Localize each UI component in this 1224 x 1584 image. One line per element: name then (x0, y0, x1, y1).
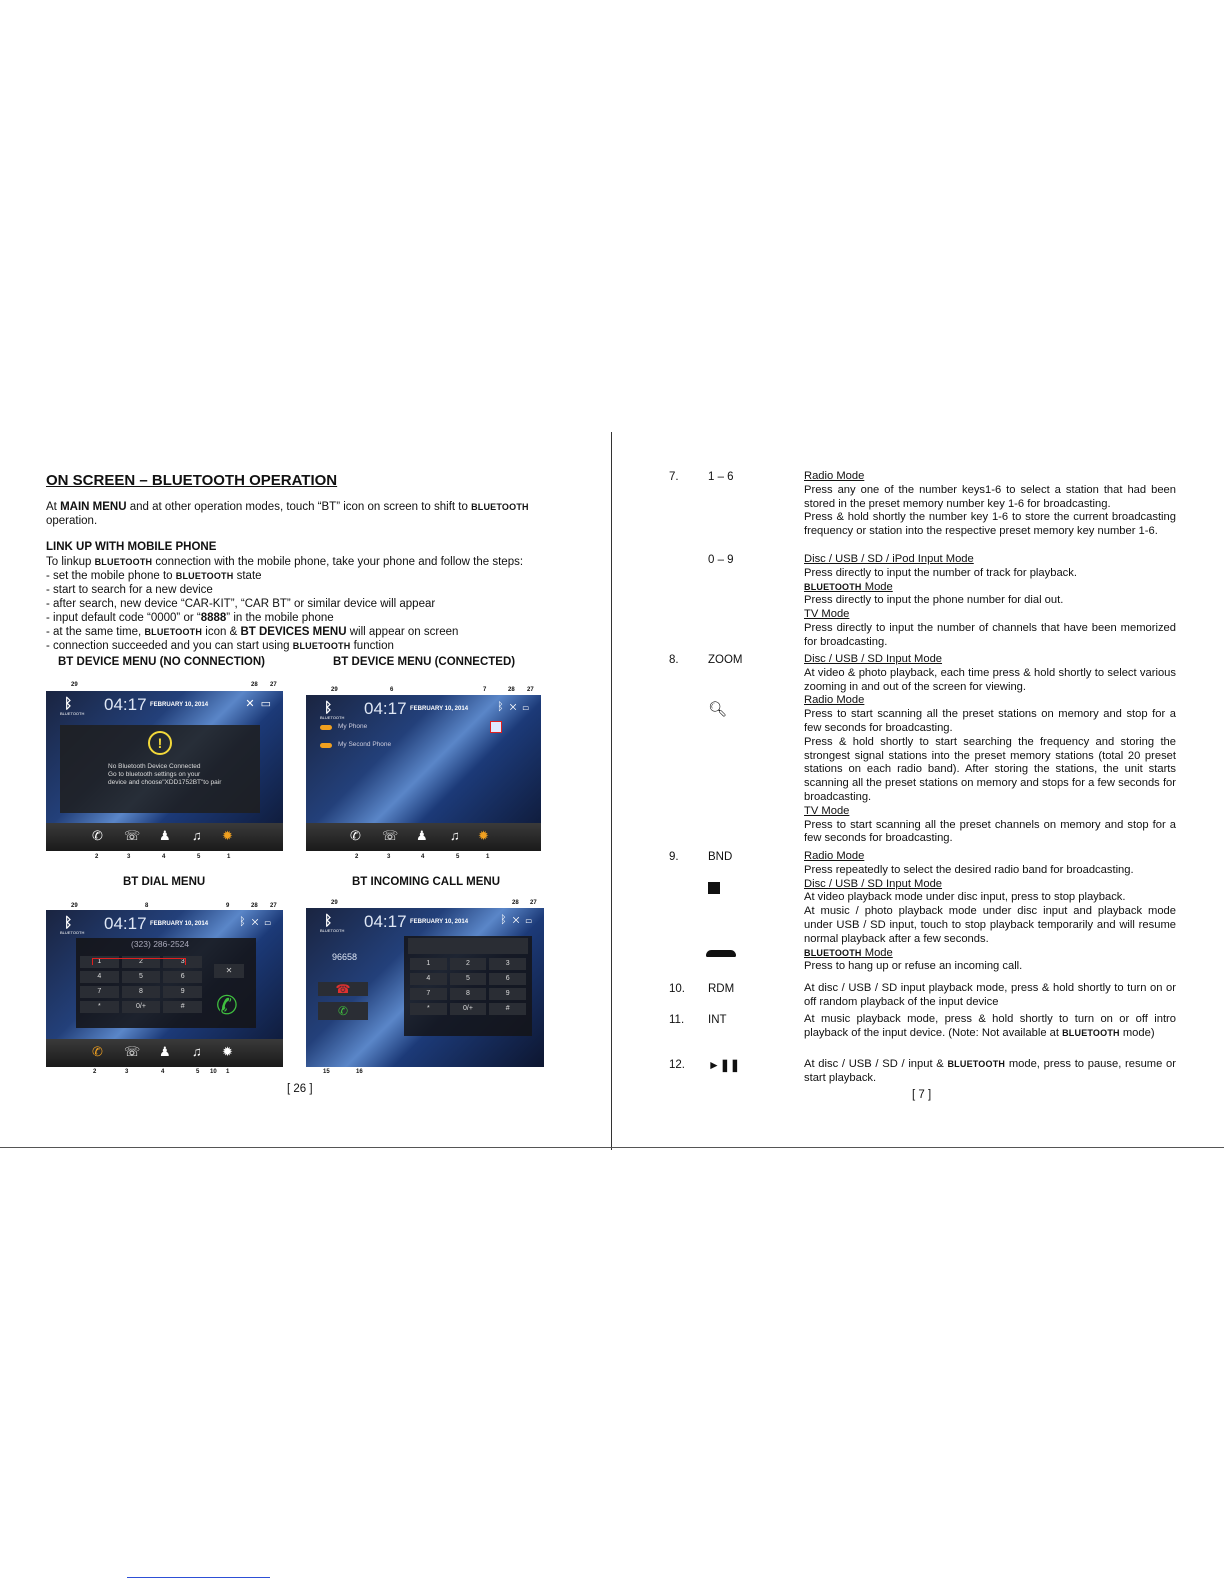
phone-icon[interactable]: ✆ (92, 828, 103, 843)
callout: 1 (486, 854, 490, 860)
stop-icon (708, 882, 720, 894)
date: FEBRUARY 10, 2014 (410, 706, 469, 712)
key[interactable]: 2 (450, 958, 487, 970)
delete-device-icon[interactable] (490, 721, 502, 733)
step-1: - set the mobile phone to BLUETOOTH state (46, 570, 262, 582)
call-icon[interactable]: ✆ (216, 990, 238, 1020)
contacts-icon[interactable]: ♟ (159, 828, 171, 843)
answer-icon[interactable]: ✆ (318, 1002, 368, 1020)
key[interactable]: 4 (80, 971, 119, 983)
music-icon[interactable]: ♫ (192, 1044, 202, 1059)
item-11-text: At music playback mode, press & hold shortly to turn on or off intro playback of the input device. (Note: Not available at BLUETOOTH mode) (804, 1013, 1176, 1039)
dial-number: (323) 286-2524 (131, 939, 190, 949)
callout: 3 (125, 1069, 129, 1075)
intro-line-1: At MAIN MENU and at other operation modes, touch “BT” icon on screen to shift to BLUETOOTH (46, 501, 529, 513)
item-8-text: Disc / USB / SD Input Mode At video & photo playback, each time press & hold shortly to select various zooming in and out of the screen for viewing. Radio Mode Press to start scanning all the preset stations on memory and stop for a few seconds for broadcasting. Press & hold shortly to start searching the frequency and storing the strongest signal stations into the preset memory stations (total 20 preset stations on each radio band). After storing the stations, the unit starts scanning all the preset stations on memory and stops for a few seconds for broadcasting. TV Mode Press to start scanning all the preset channels on memory and stop for a few seconds for broadcasting. (804, 653, 1176, 845)
callout: 29 (331, 687, 338, 693)
date: FEBRUARY 10, 2014 (410, 919, 469, 925)
item-number: 12. (669, 1059, 685, 1071)
clock: 04:17 (364, 699, 407, 718)
callout: 4 (421, 854, 425, 860)
callout: 10 (210, 1069, 217, 1075)
phone-icon[interactable]: ✆ (350, 828, 361, 843)
callout-bracket (92, 958, 186, 965)
step-2: - start to search for a new device (46, 584, 213, 596)
key[interactable]: * (80, 1001, 119, 1013)
callout: 29 (71, 682, 78, 688)
bt-label: BLUETOOTH (320, 715, 345, 720)
page-number-right: [ 7 ] (912, 1089, 932, 1101)
settings-gear-icon[interactable]: ✹ (222, 828, 233, 843)
callout: 5 (197, 854, 201, 860)
play-pause-icon: ►❚❚ (708, 1058, 740, 1072)
screen-icon[interactable]: ▭ (264, 916, 277, 928)
key[interactable]: 9 (163, 986, 202, 998)
device-dot-icon (320, 743, 332, 748)
callout: 29 (71, 903, 78, 909)
link-heading: LINK UP WITH MOBILE PHONE (46, 541, 217, 553)
key[interactable]: 7 (410, 988, 447, 1000)
caption-incoming: BT INCOMING CALL MENU (352, 876, 501, 888)
step-6: - connection succeeded and you can start using BLUETOOTH function (46, 640, 394, 652)
callout: 5 (196, 1069, 200, 1075)
status-bar (306, 695, 541, 721)
callout: 28 (512, 900, 519, 906)
status-icons (500, 914, 538, 926)
caption-no-connection: BT DEVICE MENU (NO CONNECTION) (58, 656, 265, 668)
hang-up-icon[interactable]: ☎ (318, 982, 368, 996)
clock: 04:17 (104, 695, 147, 714)
key[interactable]: # (489, 1003, 526, 1015)
callout: 2 (93, 1069, 97, 1075)
alert-text: No Bluetooth Device Connected Go to bluetooth settings on your device and choose"XDD1752BT"to pair (108, 763, 222, 786)
page-number-left: [ 26 ] (287, 1083, 313, 1095)
bluetooth-status-icon: ᛒ (239, 916, 252, 928)
contacts-icon[interactable]: ♟ (159, 1044, 171, 1059)
item-12-text: At disc / USB / SD / input & BLUETOOTH mode, press to pause, resume or start playback. (804, 1058, 1176, 1084)
item-7-text: Radio Mode Press any one of the number keys1-6 to select a station that had been stored in the preset memory number key 1-6 for broadcasting. Press & hold shortly the number key 1-6 to store the current broadcasting frequency or station into the respective preset memory key number 1-6. (804, 470, 1176, 538)
key[interactable]: # (163, 1001, 202, 1013)
callout: 4 (161, 1069, 165, 1075)
page-divider (611, 432, 612, 1150)
item-number: 10. (669, 983, 685, 995)
key[interactable]: 1 (410, 958, 447, 970)
item-key: RDM (708, 983, 735, 995)
bluetooth-icon[interactable]: ᛒ (324, 912, 333, 928)
callout: 27 (527, 687, 534, 693)
intro-line-2: operation. (46, 515, 98, 527)
call-log-icon[interactable]: ☏ (124, 1044, 141, 1059)
screen-incoming (306, 908, 544, 1067)
callout: 4 (162, 854, 166, 860)
bluetooth-status-icon: ᛒ (497, 701, 510, 713)
incoming-keypad-panel (404, 936, 532, 1036)
callout: 27 (530, 900, 537, 906)
clock: 04:17 (364, 912, 407, 931)
key[interactable]: 6 (489, 973, 526, 985)
item-number: 8. (669, 654, 679, 666)
callout: 5 (456, 854, 460, 860)
key[interactable]: 7 (80, 986, 119, 998)
callout: 28 (508, 687, 515, 693)
music-icon[interactable]: ♫ (450, 828, 460, 843)
bt-label: BLUETOOTH (320, 928, 345, 933)
callout: 9 (226, 903, 230, 909)
number-display (408, 938, 528, 954)
callout: 7 (483, 687, 487, 693)
date: FEBRUARY 10, 2014 (150, 702, 209, 708)
callout: 28 (251, 682, 258, 688)
callout: 27 (270, 903, 277, 909)
callout: 29 (331, 900, 338, 906)
item-10-text: At disc / USB / SD input playback mode, press & hold shortly to turn on or off random playback of the input device (804, 982, 1176, 1008)
status-icons (497, 701, 535, 713)
key[interactable]: 3 (489, 958, 526, 970)
item-key: BND (708, 851, 733, 863)
key[interactable]: 0/+ (122, 1001, 161, 1013)
key[interactable]: * (410, 1003, 447, 1015)
dock (306, 823, 541, 851)
item-key: ZOOM (708, 654, 743, 666)
callout: 16 (356, 1069, 363, 1075)
callout: 3 (127, 854, 131, 860)
key[interactable]: 2 (122, 956, 161, 968)
callout: 6 (390, 687, 394, 693)
device-item[interactable]: My Second Phone (338, 741, 392, 748)
screen-icon[interactable]: ▭ (522, 701, 535, 713)
hang-up-icon (706, 950, 736, 957)
callout: 28 (251, 903, 258, 909)
step-3: - after search, new device “CAR-KIT”, “CAR BT” or similar device will appear (46, 598, 436, 610)
item-number: 9. (669, 851, 679, 863)
settings-icon[interactable]: ✕ (509, 701, 523, 713)
bluetooth-icon[interactable]: ᛒ (64, 695, 73, 711)
key[interactable]: 1 (80, 956, 119, 968)
dock (46, 1039, 283, 1067)
step-5: - at the same time, BLUETOOTH icon & BT DEVICES MENU will appear on screen (46, 626, 459, 638)
settings-gear-icon[interactable]: ✹ (478, 828, 489, 843)
bluetooth-status-icon: ᛒ (500, 914, 513, 926)
item-key: 1 – 6 (708, 471, 734, 483)
callout: 8 (145, 903, 149, 909)
screen-no-connection (46, 691, 283, 851)
footnote-line (127, 1577, 270, 1578)
device-dot-icon (320, 725, 332, 730)
settings-icon[interactable]: ✕ (512, 914, 526, 926)
bt-label: BLUETOOTH (60, 711, 85, 716)
item-key: 0 – 9 (708, 554, 734, 566)
item-9-text: Radio Mode Press repeatedly to select the desired radio band for broadcasting. Disc / USB / SD Input Mode At video playback mode under disc input, press to stop playback. At music / photo playback mode under disc input and playback mode under USB / SD input, touch to stop playback temporarily and will resume normal playback after a few seconds. BLUETOOTH Mode Press to hang up or refuse an incoming call. (804, 850, 1176, 973)
key[interactable]: 4 (410, 973, 447, 985)
contacts-icon[interactable]: ♟ (416, 828, 428, 843)
key[interactable]: 8 (450, 988, 487, 1000)
screen-dial (46, 910, 283, 1067)
caption-dial: BT DIAL MENU (123, 876, 206, 888)
callout: 3 (387, 854, 391, 860)
key[interactable]: 5 (122, 971, 161, 983)
screen-icon[interactable]: ▭ (525, 914, 538, 926)
callout: 2 (95, 854, 99, 860)
callout: 2 (355, 854, 359, 860)
device-item[interactable]: My Phone (338, 723, 368, 730)
key[interactable]: 0/+ (450, 1003, 487, 1015)
phone-icon[interactable]: ✆ (92, 1044, 103, 1059)
music-icon[interactable]: ♫ (192, 828, 202, 843)
screen-connected (306, 695, 541, 851)
key[interactable]: 9 (489, 988, 526, 1000)
key[interactable]: 5 (450, 973, 487, 985)
bluetooth-icon[interactable]: ᛒ (324, 699, 333, 715)
bottom-rule (0, 1147, 1224, 1148)
link-intro: To linkup BLUETOOTH connection with the mobile phone, take your phone and follow the steps: (46, 556, 524, 568)
search-icon: 🔍︎ (708, 701, 728, 718)
bt-label: BLUETOOTH (60, 930, 85, 935)
settings-icon[interactable]: ✕ (245, 698, 261, 710)
screen-icon[interactable]: ▭ (260, 698, 277, 710)
dial-panel (76, 938, 256, 1028)
item-number: 7. (669, 471, 679, 483)
backspace-icon[interactable]: ✕ (214, 964, 244, 978)
bluetooth-icon[interactable]: ᛒ (64, 914, 73, 930)
settings-gear-icon[interactable]: ✹ (222, 1044, 233, 1059)
item-number: 11. (669, 1014, 685, 1026)
item-key: INT (708, 1014, 727, 1026)
page-title: ON SCREEN – BLUETOOTH OPERATION (46, 472, 338, 489)
status-icons (245, 697, 277, 710)
callout: 27 (270, 682, 277, 688)
call-log-icon[interactable]: ☏ (124, 828, 141, 843)
status-bar (306, 908, 544, 934)
keypad (410, 958, 526, 1015)
status-icons (239, 916, 277, 928)
key[interactable]: 6 (163, 971, 202, 983)
key[interactable]: 8 (122, 986, 161, 998)
warning-icon: ! (148, 731, 172, 755)
callout: 1 (226, 1069, 230, 1075)
caption-connected: BT DEVICE MENU (CONNECTED) (333, 656, 516, 668)
status-bar (46, 691, 283, 717)
callout: 1 (227, 854, 231, 860)
item-0-9-text: Disc / USB / SD / iPod Input Mode Press directly to input the number of track for playback. BLUETOOTH Mode Press directly to input the phone number for dial out. TV Mode Press directly to input the number of channels that have been memorized for broadcasting. (804, 553, 1176, 648)
incoming-number: 96658 (332, 952, 358, 962)
alert-dialog (60, 725, 260, 813)
dock (46, 823, 283, 851)
step-4: - input default code “0000” or “8888” in the mobile phone (46, 612, 334, 624)
clock: 04:17 (104, 914, 147, 933)
call-log-icon[interactable]: ☏ (382, 828, 399, 843)
settings-icon[interactable]: ✕ (251, 916, 265, 928)
status-bar (46, 910, 283, 936)
callout: 15 (323, 1069, 330, 1075)
key[interactable]: 3 (163, 956, 202, 968)
date: FEBRUARY 10, 2014 (150, 921, 209, 927)
